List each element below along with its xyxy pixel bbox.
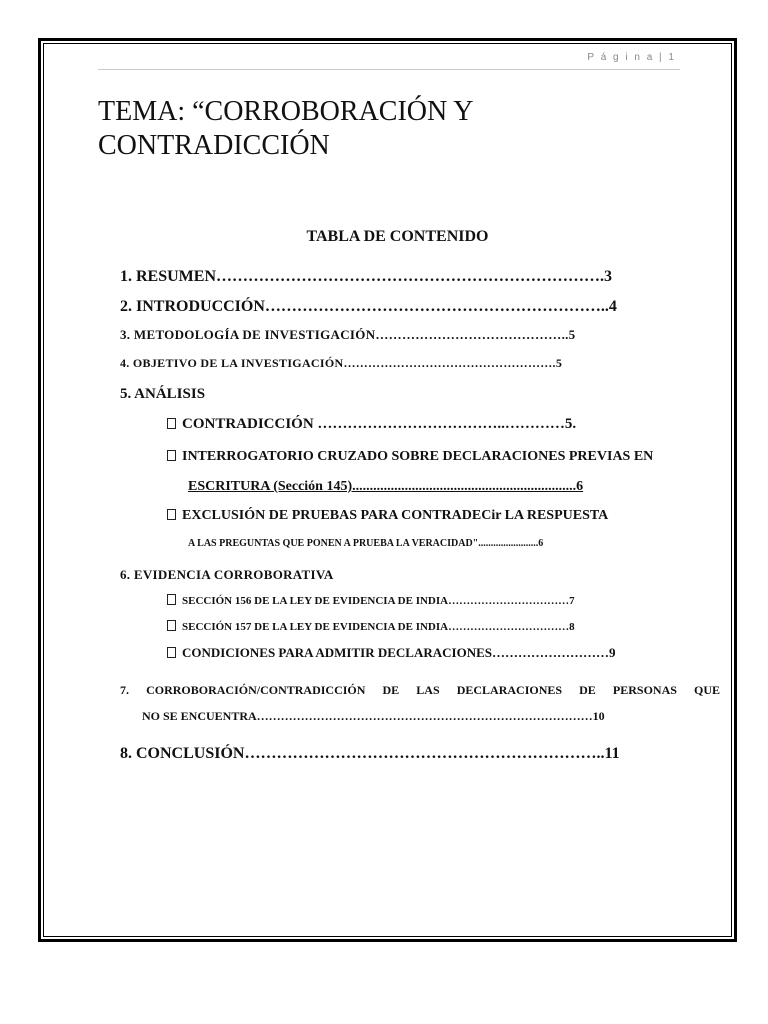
- toc-subentry-interrogatorio-continued-text: ESCRITURA (Sección 145)................................................................6: [188, 479, 584, 494]
- toc-subentry-contradiccion: [167, 416, 576, 433]
- toc-entry-analisis: 5. ANÁLISIS: [120, 386, 206, 402]
- toc-entry-objetivo: 4. OBJETIVO DE LA INVESTIGACIÓN…………………………………………….5: [120, 356, 563, 370]
- toc-entry-evidencia: 6. EVIDENCIA CORROBORATIVA: [120, 567, 334, 582]
- toc-entry-conclusion: 8. CONCLUSIÓN…………………………………………………………..11: [120, 745, 620, 762]
- toc-subentry-seccion-157-text: SECCIÓN 157 DE LA LEY DE EVIDENCIA DE INDIA……………………………8: [182, 621, 575, 633]
- toc-subentry-exclusion-continued: A LAS PREGUNTAS QUE PONEN A PRUEBA LA VERACIDAD"........................6: [188, 538, 544, 549]
- toc-subentry-interrogatorio-text: INTERROGATORIO CRUZADO SOBRE DECLARACIONES PREVIAS EN: [182, 449, 654, 464]
- bullet-icon: [167, 450, 176, 461]
- header-rule: [98, 69, 680, 70]
- document-title: TEMA: “CORROBORACIÓN Y CONTRADICCIÓN: [98, 96, 473, 161]
- toc-entry-corroboracion-continued: NO SE ENCUENTRA…………………………………………………………………………10: [142, 709, 605, 723]
- toc-subentry-exclusion: [167, 508, 608, 524]
- toc-subentry-interrogatorio-continued: [188, 479, 583, 495]
- page-number: P á g i n a | 1: [587, 52, 676, 63]
- toc-subentry-condiciones-text: CONDICIONES PARA ADMITIR DECLARACIONES………………………9: [182, 645, 616, 660]
- toc-entry-metodologia: 3. METODOLOGÍA DE INVESTIGACIÓN……………………………………..5: [120, 327, 576, 342]
- bullet-icon: [167, 594, 176, 605]
- toc-subentry-seccion-156: [167, 594, 575, 607]
- toc-subentry-condiciones: [167, 645, 616, 661]
- toc-subentry-interrogatorio: [167, 449, 653, 465]
- bullet-icon: [167, 620, 176, 631]
- bullet-icon: [167, 418, 176, 429]
- toc-entry-introduccion: 2. INTRODUCCIÓN………………………………………………………..4: [120, 298, 617, 315]
- toc-heading: TABLA DE CONTENIDO: [306, 228, 489, 245]
- bullet-icon: [167, 647, 176, 658]
- bullet-icon: [167, 509, 176, 520]
- toc-subentry-seccion-156-text: SECCIÓN 156 DE LA LEY DE EVIDENCIA DE INDIA……………………………7: [182, 595, 575, 607]
- toc-subentry-contradiccion-text: CONTRADICCIÓN ………………………………..…………5.: [182, 416, 577, 432]
- toc-entry-resumen: 1. RESUMEN……………………………………………………………….3: [120, 268, 613, 285]
- toc-subentry-seccion-157: [167, 620, 575, 633]
- toc-subentry-exclusion-text: EXCLUSIÓN DE PRUEBAS PARA CONTRADECir LA RESPUESTA: [182, 508, 609, 523]
- toc-entry-corroboracion: 7. CORROBORACIÓN/CONTRADICCIÓN DE LAS DECLARACIONES DE PERSONAS QUE: [120, 683, 720, 697]
